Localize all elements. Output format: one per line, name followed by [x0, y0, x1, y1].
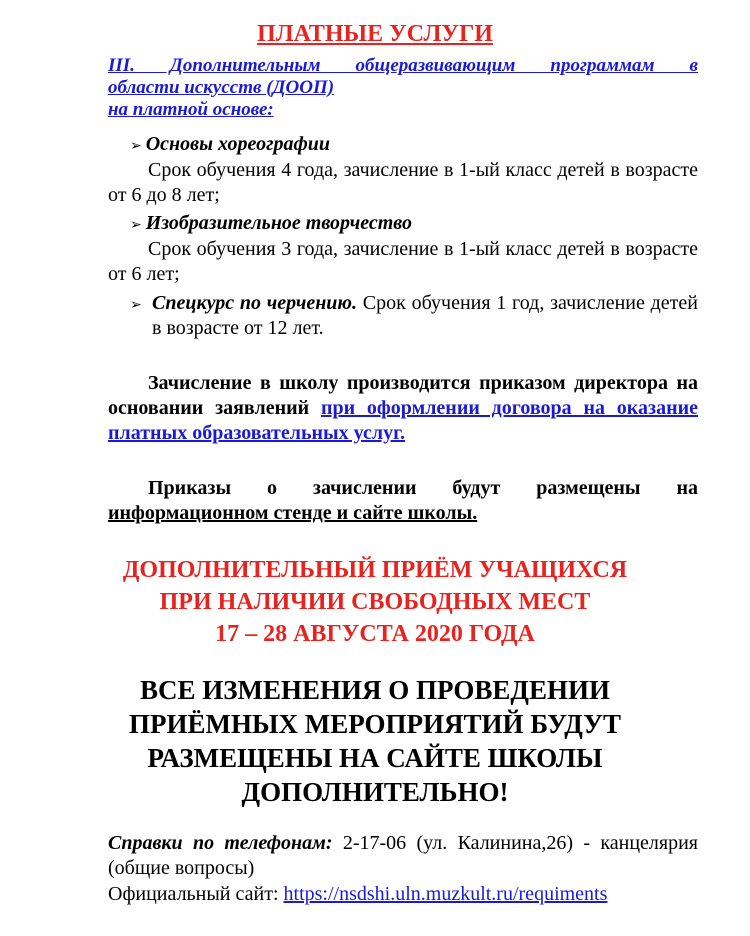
program-description: Срок обучения 4 года, зачисление в 1-ый класс детей в возрасте от 6 до 8 лет;	[108, 159, 698, 206]
changes-notice-line3: РАЗМЕЩЕНЫ НА САЙТЕ ШКОЛЫ	[147, 743, 603, 773]
program-item-art	[130, 211, 412, 238]
extra-admission-line1: ДОПОЛНИТЕЛЬНЫЙ ПРИЁМ УЧАЩИХСЯ	[122, 557, 628, 583]
program-item-drafting	[152, 291, 698, 341]
official-site-line	[108, 882, 698, 907]
program-description: Срок обучения 1 год, зачисление детей в возрасте от 12 лет.	[152, 292, 698, 339]
contacts-phone: 2-17-06 (ул. Калинина,26) - канцелярия (общие вопросы)	[108, 832, 698, 879]
section-heading-line3: на платной основе:	[108, 99, 274, 120]
changes-notice-line1: ВСЕ ИЗМЕНЕНИЯ О ПРОВЕДЕНИИ	[140, 675, 610, 705]
arrowhead-bullet-icon: ➢	[130, 218, 142, 233]
contacts-paragraph	[108, 831, 698, 881]
section-heading-line2: области искусств (ДООП)	[108, 77, 335, 98]
program-name: Изобразительное творчество	[145, 212, 412, 234]
enrollment-paragraph	[108, 371, 698, 446]
changes-notice-line2: ПРИЁМНЫХ МЕРОПРИЯТИЙ БУДУТ	[128, 709, 622, 739]
extra-admission-heading	[0, 554, 750, 650]
site-label: Официальный сайт:	[108, 883, 284, 905]
program-item-choreography	[130, 132, 330, 159]
changes-notice	[0, 673, 750, 809]
enrollment-text: Зачисление в школу производится приказом директора на основании заявлений	[108, 372, 698, 419]
contacts-label: Справки по телефонам:	[108, 832, 333, 854]
page-title: ПЛАТНЫЕ УСЛУГИ	[257, 21, 493, 47]
contract-link[interactable]: при оформлении договора на оказание	[320, 397, 698, 419]
extra-admission-dates: 17 – 28 АВГУСТА 2020 ГОДА	[215, 621, 535, 647]
orders-text: Приказы о зачислении будут размещены на	[148, 477, 698, 499]
section-heading-line1: III. Дополнительным общеразвивающим программам в	[108, 55, 698, 76]
changes-notice-line4: ДОПОЛНИТЕЛЬНО!	[241, 777, 509, 807]
arrowhead-bullet-icon: ➢	[130, 139, 142, 154]
orders-paragraph	[108, 476, 698, 526]
arrowhead-bullet-icon: ➢	[130, 298, 142, 313]
program-name: Спецкурс по черчению.	[152, 292, 358, 314]
paid-services-link[interactable]: платных образовательных услуг.	[108, 422, 405, 444]
orders-location: информационном стенде и сайте школы.	[108, 502, 478, 524]
program-name: Основы хореографии	[145, 133, 331, 155]
program-description: Срок обучения 3 года, зачисление в 1-ый класс детей в возрасте от 6 лет;	[108, 238, 698, 285]
extra-admission-line2: ПРИ НАЛИЧИИ СВОБОДНЫХ МЕСТ	[159, 589, 591, 615]
section-heading	[108, 55, 698, 121]
official-site-link[interactable]: https://nsdshi.uln.muzkult.ru/requiments	[283, 883, 608, 905]
